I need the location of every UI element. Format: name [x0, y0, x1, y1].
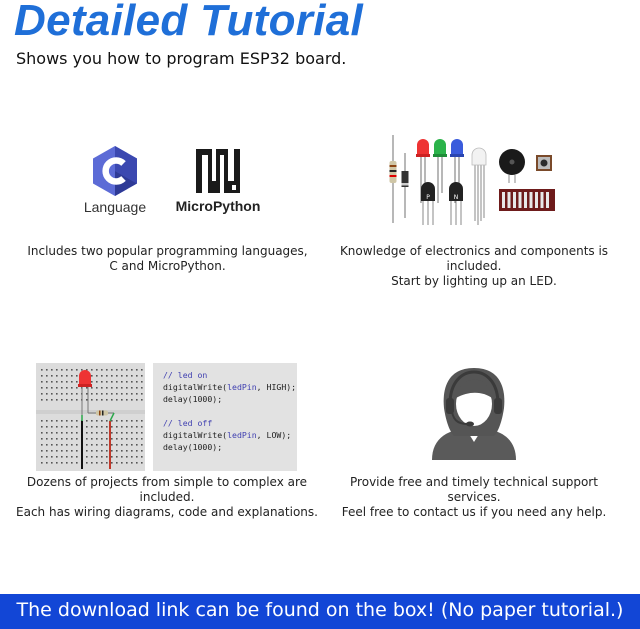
transistor-icon	[421, 182, 435, 225]
code-comment: // led on	[163, 370, 208, 380]
page-subtitle: Shows you how to program ESP32 board.	[16, 49, 347, 68]
code-comment: // led off	[163, 418, 213, 428]
resistor-icon	[390, 135, 397, 223]
feature-caption-languages	[20, 244, 315, 274]
led-icon	[433, 139, 447, 203]
page-title: Detailed Tutorial	[14, 0, 364, 45]
code-line: delay(1000);	[163, 442, 223, 452]
code-line: digitalWrite(ledPin, LOW);	[163, 430, 292, 440]
caption-line: Dozens of projects from simple to complex are included.	[26, 475, 308, 504]
feature-caption-components	[322, 244, 626, 289]
footer-banner	[0, 594, 640, 629]
c-language-label: Language	[83, 199, 147, 215]
micropython-label: MicroPython	[175, 198, 261, 214]
caption-line: Start by lighting up an LED.	[391, 274, 557, 288]
download-link-notice: The download link can be found on the box! (No paper tutorial.)	[16, 599, 624, 621]
caption-line: Each has wiring diagrams, code and explanations.	[16, 505, 318, 519]
code-line: delay(1000);	[163, 394, 223, 404]
transistor-icon	[449, 182, 463, 225]
caption-line: Knowledge of electronics and components is included.	[339, 244, 609, 273]
led-bar-graph-icon	[499, 189, 555, 211]
components-illustration	[385, 133, 560, 228]
caption-line: Feel free to contact us if you need any help.	[341, 505, 607, 519]
buzzer-icon	[499, 149, 525, 183]
support-agent-headset-icon	[428, 364, 520, 460]
caption-line: C and MicroPython.	[109, 259, 226, 273]
svg-text:N: N	[453, 194, 459, 201]
push-button-icon	[536, 155, 552, 171]
breadboard-wiring-icon	[36, 363, 145, 471]
code-line: digitalWrite(ledPin, HIGH);	[163, 382, 297, 392]
code-snippet	[153, 363, 297, 471]
feature-caption-support	[324, 475, 624, 520]
diode-icon	[402, 153, 409, 218]
svg-text:P: P	[426, 194, 430, 201]
rgb-led-icon	[472, 148, 486, 225]
micropython-logo-icon	[196, 149, 240, 193]
feature-caption-projects	[10, 475, 324, 520]
caption-line: Includes two popular programming languages,	[27, 244, 308, 258]
caption-line: Provide free and timely technical support services.	[350, 475, 598, 504]
c-language-logo-icon	[90, 145, 140, 197]
